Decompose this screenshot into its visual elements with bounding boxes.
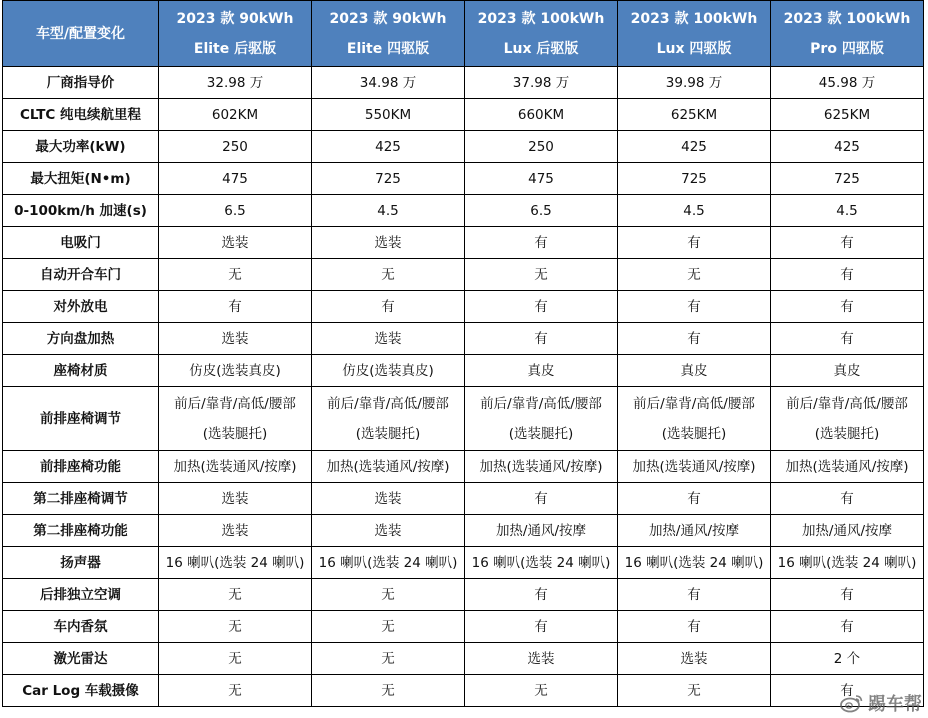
table-row bbox=[3, 483, 924, 515]
table-cell: 无 bbox=[618, 675, 771, 707]
table-cell: 475 bbox=[465, 163, 618, 195]
row-label: Car Log 车载摄像 bbox=[3, 675, 159, 707]
model-header-cell bbox=[159, 1, 312, 67]
table-cell: 无 bbox=[312, 579, 465, 611]
model-header-cell bbox=[312, 1, 465, 67]
table-cell bbox=[312, 387, 465, 451]
cell-line: 前后/靠背/高低/腰部 bbox=[327, 395, 449, 412]
table-cell: 无 bbox=[312, 259, 465, 291]
model-line1: 2023 款 100kWh bbox=[783, 10, 911, 27]
model-header-cell bbox=[771, 1, 924, 67]
table-row bbox=[3, 451, 924, 483]
table-cell: 45.98 万 bbox=[771, 67, 924, 99]
table-cell: 725 bbox=[771, 163, 924, 195]
row-label: 座椅材质 bbox=[3, 355, 159, 387]
cell-line: (选装腿托) bbox=[814, 425, 880, 442]
table-cell: 加热/通风/按摩 bbox=[771, 515, 924, 547]
model-line2: Elite 四驱版 bbox=[346, 40, 430, 57]
spec-comparison-table bbox=[2, 0, 924, 707]
row-label: 自动开合车门 bbox=[3, 259, 159, 291]
table-cell: 有 bbox=[618, 483, 771, 515]
table-cell: 425 bbox=[312, 131, 465, 163]
table-cell: 选装 bbox=[312, 227, 465, 259]
table-cell: 6.5 bbox=[159, 195, 312, 227]
table-row bbox=[3, 227, 924, 259]
model-header-cell bbox=[465, 1, 618, 67]
table-cell: 加热/通风/按摩 bbox=[465, 515, 618, 547]
table-cell: 真皮 bbox=[465, 355, 618, 387]
row-label: 扬声器 bbox=[3, 547, 159, 579]
table-cell: 有 bbox=[771, 675, 924, 707]
table-cell: 无 bbox=[159, 579, 312, 611]
table-row bbox=[3, 611, 924, 643]
table-cell: 真皮 bbox=[618, 355, 771, 387]
model-line1: 2023 款 100kWh bbox=[477, 10, 605, 27]
table-row bbox=[3, 99, 924, 131]
table-cell: 16 喇叭(选装 24 喇叭) bbox=[312, 547, 465, 579]
cell-line: 前后/靠背/高低/腰部 bbox=[786, 395, 908, 412]
table-row bbox=[3, 291, 924, 323]
cell-line: (选装腿托) bbox=[355, 425, 421, 442]
table-cell: 有 bbox=[312, 291, 465, 323]
table-cell: 有 bbox=[465, 611, 618, 643]
row-label: 第二排座椅功能 bbox=[3, 515, 159, 547]
table-row bbox=[3, 579, 924, 611]
table-cell: 37.98 万 bbox=[465, 67, 618, 99]
row-label: 0-100km/h 加速(s) bbox=[3, 195, 159, 227]
row-label: 前排座椅功能 bbox=[3, 451, 159, 483]
table-cell: 加热(选装通风/按摩) bbox=[618, 451, 771, 483]
cell-line: 前后/靠背/高低/腰部 bbox=[174, 395, 296, 412]
table-cell: 有 bbox=[771, 611, 924, 643]
table-cell: 2 个 bbox=[771, 643, 924, 675]
table-cell: 有 bbox=[465, 227, 618, 259]
table-cell: 625KM bbox=[771, 99, 924, 131]
table-cell: 有 bbox=[618, 579, 771, 611]
table-cell: 有 bbox=[771, 259, 924, 291]
watermark bbox=[840, 690, 922, 716]
table-cell: 425 bbox=[618, 131, 771, 163]
row-label: 第二排座椅调节 bbox=[3, 483, 159, 515]
model-line1: 2023 款 90kWh bbox=[329, 10, 447, 27]
table-cell: 有 bbox=[159, 291, 312, 323]
table-cell: 4.5 bbox=[771, 195, 924, 227]
cell-line: (选装腿托) bbox=[508, 425, 574, 442]
cell-line: (选装腿托) bbox=[661, 425, 727, 442]
row-label: CLTC 纯电续航里程 bbox=[3, 99, 159, 131]
model-line1: 2023 款 100kWh bbox=[630, 10, 758, 27]
table-cell: 250 bbox=[465, 131, 618, 163]
cell-line: (选装腿托) bbox=[202, 425, 268, 442]
row-label: 最大扭矩(N•m) bbox=[3, 163, 159, 195]
weibo-icon bbox=[840, 693, 864, 713]
table-row bbox=[3, 259, 924, 291]
table-cell: 无 bbox=[312, 643, 465, 675]
table-cell: 有 bbox=[771, 483, 924, 515]
table-row bbox=[3, 515, 924, 547]
table-cell: 16 喇叭(选装 24 喇叭) bbox=[465, 547, 618, 579]
row-label: 厂商指导价 bbox=[3, 67, 159, 99]
model-line2: Elite 后驱版 bbox=[193, 40, 277, 57]
table-cell: 625KM bbox=[618, 99, 771, 131]
table-cell bbox=[618, 387, 771, 451]
table-cell: 16 喇叭(选装 24 喇叭) bbox=[159, 547, 312, 579]
model-line2: Pro 四驱版 bbox=[810, 40, 884, 57]
model-header-cell bbox=[618, 1, 771, 67]
table-cell: 真皮 bbox=[771, 355, 924, 387]
table-cell: 4.5 bbox=[312, 195, 465, 227]
table-cell: 无 bbox=[312, 675, 465, 707]
table-cell: 无 bbox=[465, 259, 618, 291]
table-cell: 有 bbox=[771, 323, 924, 355]
table-cell: 250 bbox=[159, 131, 312, 163]
table-cell: 有 bbox=[618, 323, 771, 355]
cell-line: 前后/靠背/高低/腰部 bbox=[480, 395, 602, 412]
table-row bbox=[3, 387, 924, 451]
table-cell: 加热(选装通风/按摩) bbox=[465, 451, 618, 483]
table-cell: 16 喇叭(选装 24 喇叭) bbox=[771, 547, 924, 579]
table-cell: 无 bbox=[618, 259, 771, 291]
row-label: 激光雷达 bbox=[3, 643, 159, 675]
table-cell: 加热(选装通风/按摩) bbox=[771, 451, 924, 483]
table-cell: 加热(选装通风/按摩) bbox=[312, 451, 465, 483]
model-line1: 2023 款 90kWh bbox=[176, 10, 294, 27]
table-cell: 725 bbox=[312, 163, 465, 195]
row-label: 电吸门 bbox=[3, 227, 159, 259]
table-cell: 有 bbox=[465, 579, 618, 611]
table-cell: 仿皮(选装真皮) bbox=[312, 355, 465, 387]
table-cell: 选装 bbox=[312, 323, 465, 355]
table-cell: 选装 bbox=[159, 323, 312, 355]
table-cell: 16 喇叭(选装 24 喇叭) bbox=[618, 547, 771, 579]
table-cell: 选装 bbox=[159, 483, 312, 515]
table-row bbox=[3, 547, 924, 579]
table-cell: 39.98 万 bbox=[618, 67, 771, 99]
table-row bbox=[3, 163, 924, 195]
row-label: 对外放电 bbox=[3, 291, 159, 323]
table-row bbox=[3, 323, 924, 355]
table-cell: 无 bbox=[465, 675, 618, 707]
table-cell: 选装 bbox=[312, 483, 465, 515]
table-cell: 425 bbox=[771, 131, 924, 163]
table-cell: 有 bbox=[618, 227, 771, 259]
table-cell: 602KM bbox=[159, 99, 312, 131]
row-label: 最大功率(kW) bbox=[3, 131, 159, 163]
table-cell: 无 bbox=[159, 643, 312, 675]
table-cell: 选装 bbox=[159, 515, 312, 547]
table-cell: 选装 bbox=[159, 227, 312, 259]
table-cell: 无 bbox=[159, 259, 312, 291]
table-cell: 32.98 万 bbox=[159, 67, 312, 99]
table-cell: 有 bbox=[618, 611, 771, 643]
table-cell: 6.5 bbox=[465, 195, 618, 227]
row-label: 方向盘加热 bbox=[3, 323, 159, 355]
model-line2: Lux 后驱版 bbox=[503, 40, 579, 57]
table-cell: 725 bbox=[618, 163, 771, 195]
table-cell bbox=[159, 387, 312, 451]
header-row bbox=[3, 1, 924, 67]
table-cell: 有 bbox=[771, 227, 924, 259]
table-cell: 660KM bbox=[465, 99, 618, 131]
table-cell: 有 bbox=[465, 291, 618, 323]
table-cell: 无 bbox=[159, 675, 312, 707]
table-row bbox=[3, 355, 924, 387]
table-cell: 有 bbox=[618, 291, 771, 323]
table-cell: 有 bbox=[771, 579, 924, 611]
table-cell: 475 bbox=[159, 163, 312, 195]
row-label: 前排座椅调节 bbox=[3, 387, 159, 451]
table-cell bbox=[465, 387, 618, 451]
table-row bbox=[3, 67, 924, 99]
table-cell: 选装 bbox=[465, 643, 618, 675]
table-cell: 有 bbox=[465, 323, 618, 355]
watermark-text: 踢车帮 bbox=[868, 694, 922, 715]
table-cell: 加热(选装通风/按摩) bbox=[159, 451, 312, 483]
header-corner-cell: 车型/配置变化 bbox=[3, 1, 159, 67]
table-cell: 有 bbox=[771, 291, 924, 323]
table-cell: 4.5 bbox=[618, 195, 771, 227]
row-label: 后排独立空调 bbox=[3, 579, 159, 611]
table-cell: 仿皮(选装真皮) bbox=[159, 355, 312, 387]
table-cell: 无 bbox=[159, 611, 312, 643]
table-cell: 选装 bbox=[312, 515, 465, 547]
table-cell: 选装 bbox=[618, 643, 771, 675]
table-cell: 550KM bbox=[312, 99, 465, 131]
table-row bbox=[3, 131, 924, 163]
table-row bbox=[3, 643, 924, 675]
table-cell: 有 bbox=[465, 483, 618, 515]
row-label: 车内香氛 bbox=[3, 611, 159, 643]
table-cell bbox=[771, 387, 924, 451]
table-row bbox=[3, 195, 924, 227]
table-cell: 34.98 万 bbox=[312, 67, 465, 99]
table-cell: 加热/通风/按摩 bbox=[618, 515, 771, 547]
table-row bbox=[3, 675, 924, 707]
model-line2: Lux 四驱版 bbox=[656, 40, 732, 57]
cell-line: 前后/靠背/高低/腰部 bbox=[633, 395, 755, 412]
table-cell: 无 bbox=[312, 611, 465, 643]
